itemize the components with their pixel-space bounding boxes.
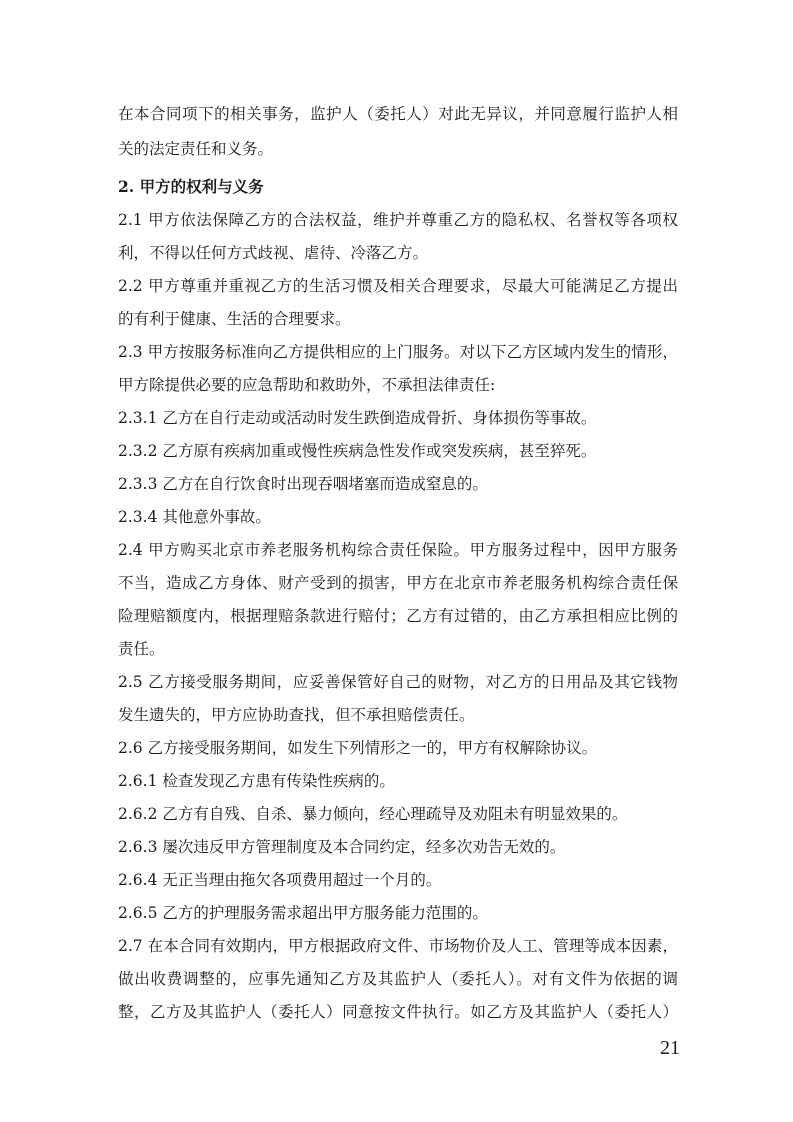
text-line: 的有利于健康、生活的合理要求。 (118, 310, 351, 328)
text-line: 2.3.1 乙方在自行走动或活动时发生跌倒造成骨折、身体损伤等事故。 (118, 409, 597, 427)
text-line: 2.3.2 乙方原有疾病加重或慢性疾病急性发作或突发疾病，甚至猝死。 (118, 442, 597, 460)
text-line: 2.1 甲方依法保障乙方的合法权益，维护并尊重乙方的隐私权、名誉权等各项权 (118, 211, 678, 229)
text-line: 不当，造成乙方身体、财产受到的损害，甲方在北京市养老服务机构综合责任保 (118, 574, 678, 592)
text-line: 2.6.3 屡次违反甲方管理制度及本合同约定，经多次劝告无效的。 (118, 838, 566, 856)
text-line: 2.6.5 乙方的护理服务需求超出甲方服务能力范围的。 (118, 904, 488, 922)
text-line: 2.5 乙方接受服务期间，应妥善保管好自己的财物，对乙方的日用品及其它钱物 (118, 673, 678, 691)
text-line: 2.6.1 检查发现乙方患有传染性疾病的。 (118, 772, 395, 790)
text-line: 整，乙方及其监护人（委托人）同意按文件执行。如乙方及其监护人（委托人） (118, 1003, 678, 1021)
text-line: 2.2 甲方尊重并重视乙方的生活习惯及相关合理要求，尽最大可能满足乙方提出 (118, 277, 678, 295)
text-line: 做出收费调整的，应事先通知乙方及其监护人（委托人）。对有文件为依据的调 (118, 970, 678, 988)
text-line: 关的法定责任和义务。 (118, 140, 274, 158)
section-heading: 2. 甲方的权利与义务 (118, 177, 264, 196)
text-line: 甲方除提供必要的应急帮助和救助外，不承担法律责任: (118, 376, 496, 394)
text-line: 2.4 甲方购买北京市养老服务机构综合责任保险。甲方服务过程中，因甲方服务 (118, 541, 678, 559)
text-line: 2.7 在本合同有效期内，甲方根据政府文件、市场物价及人工、管理等成本因素， (118, 937, 678, 955)
text-line: 2.6.4 无正当理由拖欠各项费用超过一个月的。 (118, 871, 442, 889)
page-number: 21 (660, 1037, 680, 1059)
text-line: 责任。 (118, 640, 165, 658)
text-line: 2.3.3 乙方在自行饮食时出现吞咽堵塞而造成窒息的。 (118, 475, 488, 493)
text-line: 利，不得以任何方式歧视、虐待、冷落乙方。 (118, 244, 429, 262)
text-line: 2.6.2 乙方有自残、自杀、暴力倾向，经心理疏导及劝阻未有明显效果的。 (118, 805, 628, 823)
text-line: 险理赔额度内，根据理赔条款进行赔付；乙方有过错的，由乙方承担相应比例的 (118, 607, 678, 625)
text-line: 2.6 乙方接受服务期间，如发生下列情形之一的，甲方有权解除协议。 (118, 739, 598, 757)
text-line: 2.3 甲方按服务标准向乙方提供相应的上门服务。对以下乙方区域内发生的情形， (118, 343, 678, 361)
text-line: 在本合同项下的相关事务，监护人（委托人）对此无异议，并同意履行监护人相 (118, 105, 678, 123)
text-line: 2.3.4 其他意外事故。 (118, 508, 271, 526)
text-line: 发生遗失的，甲方应协助查找，但不承担赔偿责任。 (118, 706, 475, 724)
